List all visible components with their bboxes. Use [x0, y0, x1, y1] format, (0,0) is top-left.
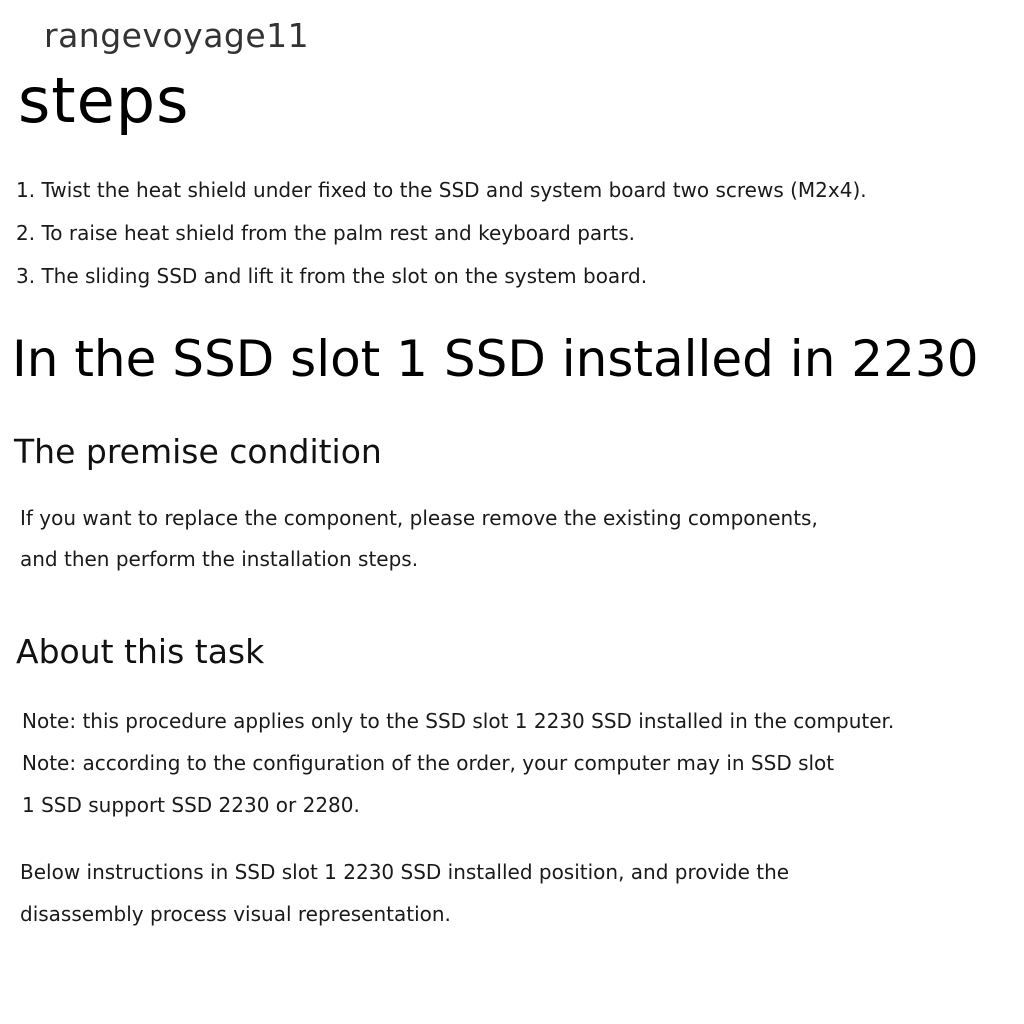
about-instruction-1: Below instructions in SSD slot 1 2230 SSD installed position, and provide the [20, 860, 790, 884]
premise-line-1: If you want to replace the component, please remove the existing components, [20, 506, 818, 530]
premise-heading: The premise condition [14, 432, 382, 471]
step-item-1: 1. Twist the heat shield under fixed to the SSD and system board two screws (M2x4). [16, 178, 867, 202]
watermark-text: rangevoyage11 [44, 16, 310, 55]
about-note-2: Note: according to the configuration of the order, your computer may in SSD slot [22, 751, 835, 775]
step-item-3: 3. The sliding SSD and lift it from the slot on the system board. [16, 264, 648, 288]
premise-line-2: and then perform the installation steps. [20, 547, 419, 571]
steps-title: steps [18, 64, 190, 137]
about-note-3: 1 SSD support SSD 2230 or 2280. [22, 793, 360, 817]
about-note-1: Note: this procedure applies only to the SSD slot 1 2230 SSD installed in the computer. [22, 709, 895, 733]
about-instruction-2: disassembly process visual representation. [20, 902, 451, 926]
install-heading: In the SSD slot 1 SSD installed in 2230 [12, 330, 979, 388]
step-item-2: 2. To raise heat shield from the palm rest and keyboard parts. [16, 221, 636, 245]
about-heading: About this task [16, 632, 265, 671]
